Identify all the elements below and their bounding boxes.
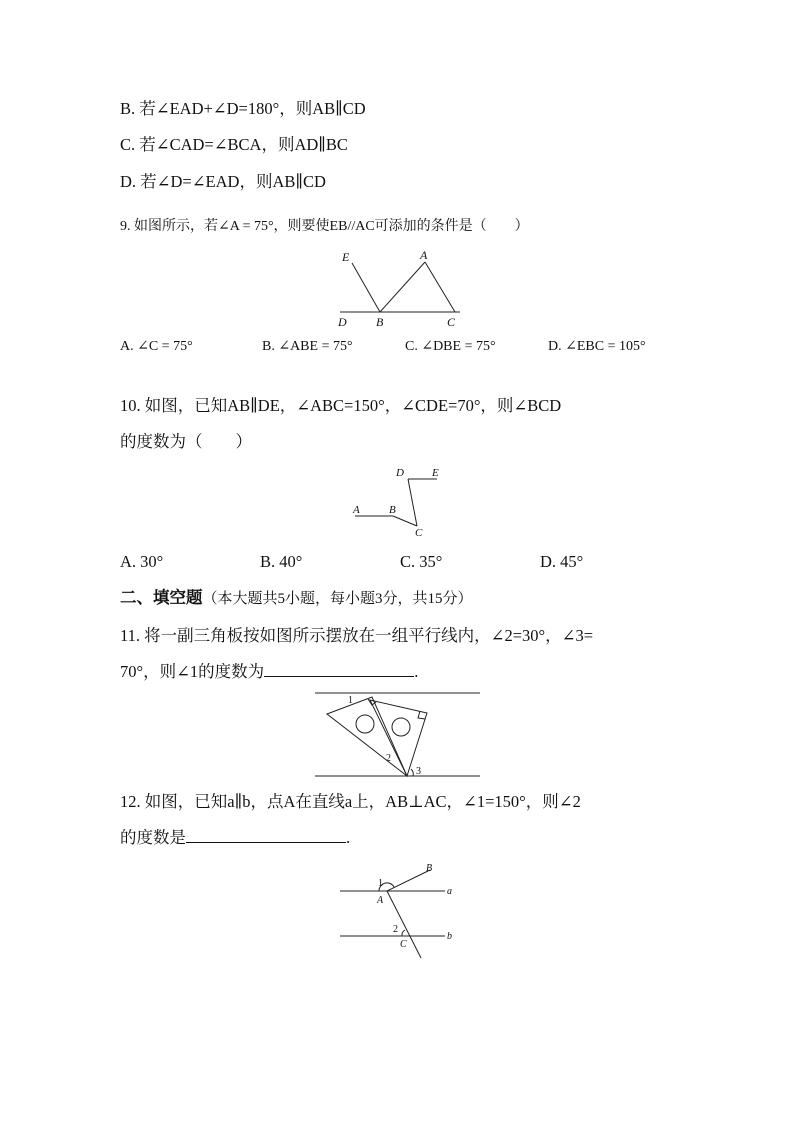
- q11-angle-2-label: 2: [386, 753, 391, 764]
- q11-answer-blank[interactable]: [264, 662, 414, 677]
- q9-label-b: B: [376, 315, 384, 329]
- q11-stem-prefix: 70°，则∠1的度数为: [120, 662, 265, 681]
- q10-label-d: D: [396, 467, 404, 479]
- q10-figure: [345, 462, 455, 542]
- q12-label-a: A: [377, 895, 384, 906]
- q12-stem-prefix: 的度数是: [120, 828, 186, 847]
- q11-stem-suffix: .: [414, 662, 419, 681]
- q10-option-b: B. 40°: [260, 552, 303, 571]
- q12-label-line-a: a: [447, 886, 452, 897]
- q10-label-a: A: [353, 504, 360, 516]
- q12-label-c: C: [400, 939, 407, 950]
- section-note: （本大题共5小题，每小题3分，共15分）: [202, 591, 473, 607]
- q12-label-b: B: [426, 863, 433, 874]
- q12-label-line-b: b: [447, 931, 452, 942]
- q11-angle-1-label: 1: [348, 695, 353, 706]
- q9-option-c: C. ∠DBE = 75°: [405, 339, 496, 354]
- q9-figure: [330, 245, 470, 330]
- q12-stem-line2: [120, 828, 350, 848]
- q9-label-c: C: [447, 315, 456, 329]
- section-title: 二、填空题: [120, 588, 203, 607]
- q9-option-a: A. ∠C = 75°: [120, 339, 193, 354]
- q8-option-c: C. 若∠CAD=∠BCA，则AD∥BC: [120, 135, 348, 154]
- q12-answer-blank[interactable]: [186, 828, 346, 843]
- q9-label-e: E: [342, 250, 350, 264]
- q9-label-d: D: [338, 315, 347, 329]
- q12-stem-line1: 12. 如图，已知a∥b，点A在直线a上，AB⊥AC，∠1=150°，则∠2: [120, 792, 581, 811]
- q9-label-a: A: [420, 248, 428, 262]
- q10-option-a: A. 30°: [120, 552, 164, 571]
- q11-stem-line1: 11. 将一副三角板按如图所示摆放在一组平行线内，∠2=30°，∠3=: [120, 626, 593, 645]
- q10-label-e: E: [432, 467, 439, 479]
- q10-option-d: D. 45°: [540, 552, 584, 571]
- q11-stem-line2: [120, 662, 418, 682]
- q8-option-d: D. 若∠D=∠EAD，则AB∥CD: [120, 172, 326, 191]
- q12-angle-2-label: 2: [393, 924, 398, 935]
- section-heading: [120, 588, 473, 609]
- q10-option-c: C. 35°: [400, 552, 443, 571]
- q11-angle-3-label: 3: [416, 766, 421, 777]
- q10-label-b: B: [389, 504, 396, 516]
- q12-figure: [335, 860, 465, 962]
- q10-stem-line1: 10. 如图，已知AB∥DE，∠ABC=150°，∠CDE=70°，则∠BCD: [120, 396, 562, 415]
- q9-stem: 9. 如图所示，若∠A = 75°，则要使EB//AC可添加的条件是（ ）: [120, 219, 529, 234]
- q8-option-b: B. 若∠EAD+∠D=180°，则AB∥CD: [120, 99, 366, 118]
- q9-option-d: D. ∠EBC = 105°: [548, 339, 646, 354]
- q10-label-c: C: [415, 527, 423, 539]
- q10-stem-line2: 的度数为（ ）: [120, 432, 252, 451]
- q12-angle-1-label: 1: [378, 878, 383, 889]
- q12-stem-suffix: .: [346, 828, 351, 847]
- q11-figure: [310, 690, 485, 782]
- q9-option-b: B. ∠ABE = 75°: [262, 339, 353, 354]
